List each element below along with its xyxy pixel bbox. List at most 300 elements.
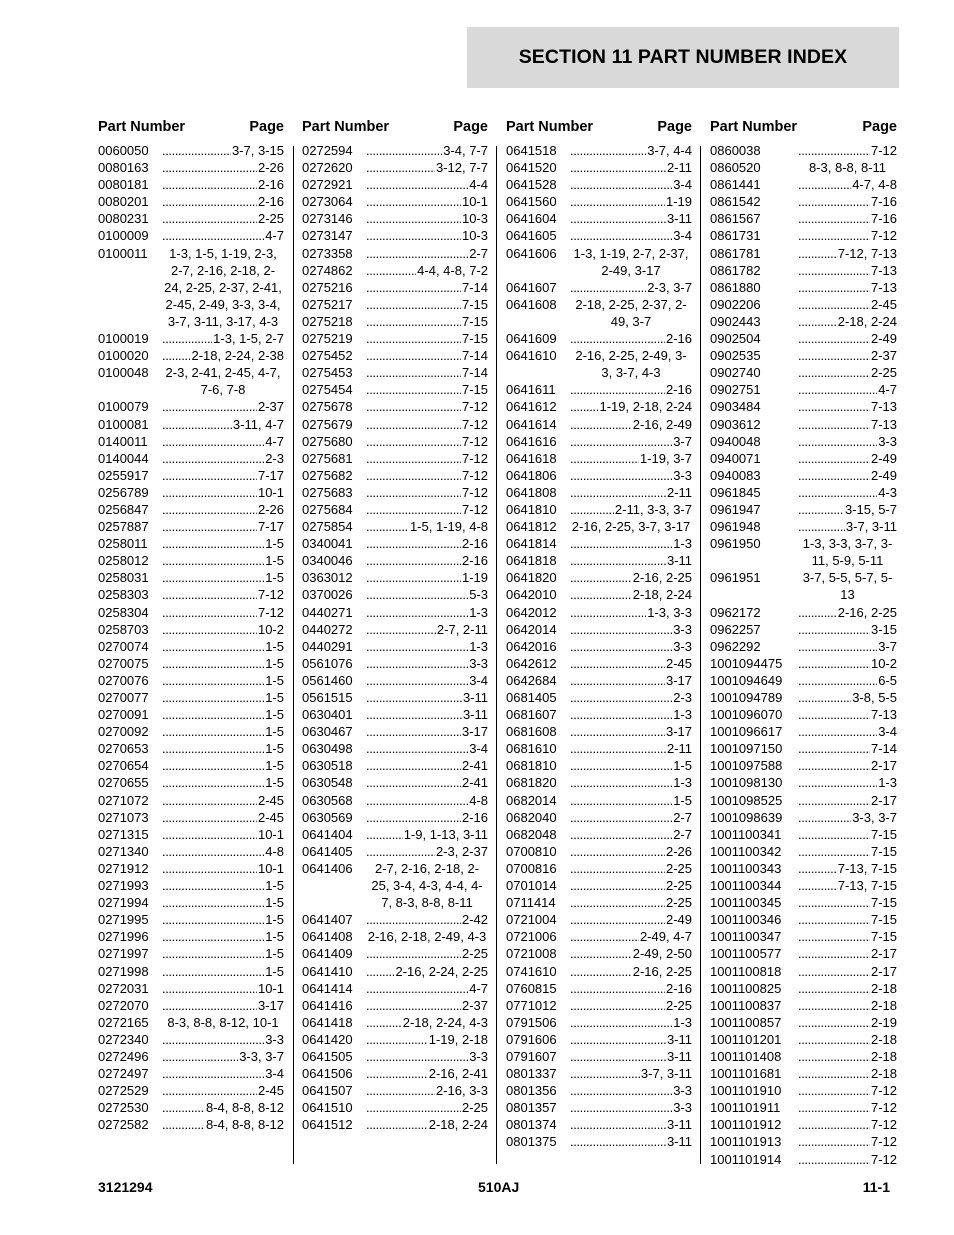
index-entry <box>710 723 897 740</box>
dot-leader <box>366 740 468 757</box>
index-entry <box>98 860 284 877</box>
dot-leader <box>570 672 665 689</box>
part-number: 0258012 <box>98 553 149 569</box>
page-ref-cell <box>570 210 692 227</box>
dot-leader <box>366 159 435 176</box>
page-reference: 3-11 <box>666 1048 692 1064</box>
dot-leader <box>798 1031 870 1048</box>
page-reference: 10-1 <box>461 194 488 210</box>
page-ref-cell <box>570 416 692 433</box>
page-ref-cell <box>798 655 897 672</box>
index-entry <box>302 1031 488 1048</box>
page-ref-cell <box>366 296 488 313</box>
dot-leader <box>366 980 468 997</box>
part-number: 0771012 <box>506 997 557 1013</box>
index-entry <box>302 433 488 450</box>
dot-leader <box>162 1082 257 1099</box>
part-number: 0940048 <box>710 433 761 449</box>
index-entry <box>506 655 692 672</box>
dot-leader <box>366 809 461 826</box>
dot-leader <box>570 381 665 398</box>
part-number: 1001097150 <box>710 741 783 757</box>
page-ref-cell <box>366 398 488 415</box>
dot-leader <box>366 706 462 723</box>
part-number: 0641507 <box>302 1083 353 1099</box>
index-entry <box>98 210 284 227</box>
column-header-part-number: Part Number <box>710 119 798 135</box>
dot-leader <box>570 210 666 227</box>
page-ref-cell <box>570 467 692 484</box>
dot-leader <box>798 1082 870 1099</box>
page-ref-cell <box>162 672 284 689</box>
page-reference: 2-19 <box>870 1014 897 1030</box>
index-entry <box>506 723 692 740</box>
page-reference: 1-19, 2-18, 2-24 <box>599 399 692 415</box>
part-number: 0275216 <box>302 279 353 295</box>
index-entry <box>302 1048 488 1065</box>
part-number: 0270076 <box>98 672 149 688</box>
index-entry <box>710 638 897 655</box>
part-number: 0275684 <box>302 501 353 517</box>
index-entry <box>710 809 897 826</box>
page-ref-cell <box>366 911 488 928</box>
dot-leader <box>570 826 672 843</box>
page-reference: 1-3, 3-3 <box>647 604 692 620</box>
page-reference: 2-16 <box>461 536 488 552</box>
part-number: 0630498 <box>302 741 353 757</box>
page-reference: 3-4, 7-7 <box>443 143 488 158</box>
page-ref-cell <box>798 227 897 244</box>
dot-leader <box>162 945 264 962</box>
index-entry <box>710 757 897 774</box>
page-reference: 4-8 <box>265 843 284 859</box>
page-ref-cell <box>162 723 284 740</box>
index-column-2 <box>302 116 488 1133</box>
part-number: 0274862 <box>302 262 353 278</box>
part-number: 0641520 <box>506 160 557 176</box>
part-number: 0961947 <box>710 501 761 517</box>
part-number: 0100048 <box>98 365 149 381</box>
dot-leader <box>366 535 461 552</box>
index-entry <box>302 176 488 193</box>
dot-leader <box>798 689 851 706</box>
page-reference: 8-4, 8-8, 8-12 <box>205 1100 284 1116</box>
part-number: 1001100341 <box>710 826 782 842</box>
part-number: 0641605 <box>506 228 557 244</box>
page-reference: 7-15 <box>870 929 897 945</box>
page-ref-cell <box>162 467 284 484</box>
dot-leader <box>162 689 264 706</box>
index-entry <box>710 792 897 809</box>
index-entry <box>98 638 284 655</box>
page-reference: 7-14 <box>461 365 488 381</box>
index-entry <box>98 569 284 586</box>
page-reference: 3-4 <box>878 724 897 740</box>
part-number: 0940083 <box>710 467 761 483</box>
page-ref-cell <box>366 723 488 740</box>
page-reference: 2-49, 2-50 <box>632 946 692 962</box>
part-number: 1001098130 <box>710 775 783 791</box>
dot-leader <box>162 569 264 586</box>
page-ref-cell <box>162 210 284 227</box>
page-ref-cell <box>798 1151 897 1168</box>
part-number: 0641408 <box>302 929 353 945</box>
page-reference: 2-16, 3-3 <box>435 1083 488 1099</box>
page-ref-cell <box>366 262 488 279</box>
index-entry <box>302 262 488 279</box>
page-ref-cell <box>162 364 284 398</box>
dot-leader <box>366 792 468 809</box>
part-number: 0272496 <box>98 1048 149 1064</box>
page-ref-cell <box>798 894 897 911</box>
dot-leader <box>162 826 257 843</box>
page-reference: 1-3 <box>469 604 488 620</box>
dot-leader <box>366 142 442 159</box>
page-reference: 2-3, 2-37 <box>435 843 488 859</box>
part-number: 0902535 <box>710 348 761 364</box>
page-reference: 2-49 <box>870 467 897 483</box>
dot-leader <box>570 501 614 518</box>
index-entry <box>302 1116 488 1133</box>
dot-leader <box>798 279 870 296</box>
page-reference: 3-11 <box>462 690 488 705</box>
page-reference: 7-13 <box>870 707 897 723</box>
page-reference: 4-3 <box>878 484 897 500</box>
part-number: 0271997 <box>98 946 149 962</box>
page-reference: 2-49, 4-7 <box>639 929 692 945</box>
page-reference: 7-12 <box>870 143 897 158</box>
index-entry <box>98 928 284 945</box>
part-number: 0275680 <box>302 433 353 449</box>
part-number: 0641608 <box>506 296 557 312</box>
page-reference: 1-5 <box>265 672 284 688</box>
page-reference: 2-11 <box>666 160 692 176</box>
page-ref-cell <box>570 757 692 774</box>
page-ref-cell <box>798 877 897 894</box>
dot-leader <box>366 945 461 962</box>
dot-leader <box>570 911 665 928</box>
index-entry <box>302 723 488 740</box>
dot-leader <box>366 621 436 638</box>
page-ref-cell <box>570 433 692 450</box>
page-reference: 2-16 <box>461 809 488 825</box>
page-reference: 2-16, 2-18, 2-49, 4-3 <box>367 929 487 945</box>
dot-leader <box>162 227 264 244</box>
page-ref-cell <box>570 381 692 398</box>
column-header-part-number: Part Number <box>506 119 594 135</box>
page-ref-cell <box>570 450 692 467</box>
part-number: 1001100577 <box>710 946 782 962</box>
index-entry <box>710 997 897 1014</box>
index-entry <box>710 945 897 962</box>
part-number: 0903612 <box>710 416 761 432</box>
page-ref-cell <box>798 1082 897 1099</box>
part-number: 0861441 <box>710 177 761 193</box>
page-ref-cell <box>162 552 284 569</box>
index-entry <box>98 518 284 535</box>
page-reference: 2-25 <box>461 1100 488 1116</box>
page-reference: 8-4, 8-8, 8-12 <box>205 1117 284 1133</box>
page-reference: 3-4 <box>673 228 692 244</box>
part-number: 1001100347 <box>710 929 782 945</box>
part-number: 0275454 <box>302 382 353 398</box>
page-ref-cell <box>366 535 488 552</box>
part-number: 0791606 <box>506 1031 557 1047</box>
dot-leader <box>162 792 257 809</box>
part-number: 1001094789 <box>710 690 783 705</box>
page-ref-cell <box>162 1048 284 1065</box>
part-number: 1001097588 <box>710 758 783 774</box>
part-number: 0641518 <box>506 143 557 158</box>
page-ref-cell <box>570 877 692 894</box>
page-ref-cell <box>798 1116 897 1133</box>
part-number: 0272594 <box>302 143 353 158</box>
page-reference: 2-17 <box>870 758 897 774</box>
index-entry <box>710 655 897 672</box>
page-ref-cell <box>570 945 692 962</box>
page-ref-cell <box>570 740 692 757</box>
part-number: 0340041 <box>302 536 353 552</box>
index-entry <box>506 877 692 894</box>
dot-leader <box>570 1048 666 1065</box>
page-ref-cell <box>798 535 897 569</box>
page-reference: 1-5 <box>673 792 692 808</box>
dot-leader <box>798 604 837 621</box>
index-entry <box>710 450 897 467</box>
index-entry <box>302 330 488 347</box>
index-entry <box>710 826 897 843</box>
page-ref-cell <box>798 467 897 484</box>
part-number: 0641618 <box>506 450 557 466</box>
index-entry <box>98 877 284 894</box>
dot-leader <box>570 484 666 501</box>
part-number: 0641818 <box>506 553 557 569</box>
dot-leader <box>366 757 461 774</box>
page-ref-cell <box>570 672 692 689</box>
part-number: 0760815 <box>506 980 557 996</box>
page-reference: 2-25 <box>665 878 692 894</box>
index-entry <box>302 467 488 484</box>
part-number: 0961951 <box>710 570 761 586</box>
dot-leader <box>366 569 461 586</box>
page-reference: 2-18, 2-24, 2-38 <box>191 348 284 364</box>
index-entry <box>302 792 488 809</box>
page-reference: 2-16 <box>665 980 692 996</box>
page-reference: 3-3 <box>469 1048 488 1064</box>
part-number: 0902504 <box>710 331 761 347</box>
dot-leader <box>570 945 632 962</box>
page-ref-cell <box>570 501 692 518</box>
page-reference: 1-5 <box>265 758 284 774</box>
page-ref-cell <box>798 416 897 433</box>
footer-page-number: 11-1 <box>862 1179 890 1195</box>
index-entry <box>710 176 897 193</box>
part-number: 0791607 <box>506 1048 557 1064</box>
dot-leader <box>798 433 877 450</box>
page-reference: 3-17 <box>665 724 692 740</box>
page-ref-cell <box>366 860 488 911</box>
page-ref-cell <box>162 980 284 997</box>
index-entry <box>302 860 488 911</box>
part-number: 0641610 <box>506 348 557 364</box>
page-ref-cell <box>798 518 897 535</box>
part-number: 0902206 <box>710 296 761 312</box>
page-reference: 2-25 <box>461 946 488 962</box>
page-reference: 10-1 <box>257 826 284 842</box>
index-entry <box>506 450 692 467</box>
dot-leader <box>570 604 646 621</box>
index-entry <box>302 826 488 843</box>
part-number: 0272031 <box>98 980 149 996</box>
part-number: 0641528 <box>506 177 557 193</box>
page-reference: 3-4 <box>673 177 692 193</box>
page-ref-cell <box>570 142 692 159</box>
dot-leader <box>162 604 257 621</box>
page-ref-cell <box>570 638 692 655</box>
page-reference: 2-37 <box>461 997 488 1013</box>
part-number: 0100011 <box>98 245 148 261</box>
page-reference: 2-7, 2-11 <box>436 621 488 637</box>
page-ref-cell <box>162 792 284 809</box>
page-reference: 1-3 <box>673 1014 692 1030</box>
dot-leader <box>366 296 461 313</box>
index-entry <box>302 809 488 826</box>
page-reference: 3-7, 3-11 <box>845 519 897 535</box>
dot-leader <box>798 398 870 415</box>
page-reference: 7-15 <box>461 313 488 329</box>
index-entry <box>302 1065 488 1082</box>
part-number: 0682014 <box>506 792 557 808</box>
dot-leader <box>366 193 461 210</box>
index-entry <box>506 945 692 962</box>
page-ref-cell <box>570 1014 692 1031</box>
page-ref-cell <box>366 193 488 210</box>
page-ref-cell <box>798 945 897 962</box>
page-ref-cell <box>366 843 488 860</box>
page-ref-cell <box>798 330 897 347</box>
index-entry <box>506 159 692 176</box>
page-reference: 7-12, 7-13 <box>837 245 897 261</box>
page-ref-cell <box>366 604 488 621</box>
index-entry <box>98 706 284 723</box>
page-reference: 1-19, 3-7 <box>639 450 692 466</box>
index-entry <box>710 621 897 638</box>
index-entry <box>506 792 692 809</box>
page-ref-cell <box>798 450 897 467</box>
part-number: 0961845 <box>710 484 761 500</box>
part-number: 0630467 <box>302 724 353 740</box>
dot-leader <box>570 142 646 159</box>
part-number: 0272582 <box>98 1117 149 1133</box>
part-number: 0860038 <box>710 143 761 158</box>
part-number: 0272529 <box>98 1083 149 1099</box>
page-ref-cell <box>570 723 692 740</box>
part-number: 0791506 <box>506 1014 557 1030</box>
page-ref-cell <box>162 227 284 244</box>
dot-leader <box>798 945 870 962</box>
index-entry <box>506 484 692 501</box>
page-ref-cell <box>162 1099 284 1116</box>
page-ref-cell <box>570 347 692 381</box>
dot-leader <box>570 1031 666 1048</box>
index-entry <box>302 638 488 655</box>
dot-leader <box>798 655 870 672</box>
part-number: 0681820 <box>506 775 557 791</box>
page-ref-cell <box>570 227 692 244</box>
page-reference: 2-26 <box>257 160 284 176</box>
page-ref-cell <box>366 552 488 569</box>
page-ref-cell <box>366 809 488 826</box>
part-number: 1001101913 <box>710 1134 782 1150</box>
dot-leader <box>570 227 672 244</box>
dot-leader <box>162 450 264 467</box>
index-entry <box>98 193 284 210</box>
index-entry <box>302 621 488 638</box>
dot-leader <box>162 347 190 364</box>
part-number: 0271995 <box>98 912 149 928</box>
page-ref-cell <box>570 655 692 672</box>
dot-leader <box>162 176 257 193</box>
index-entry <box>98 467 284 484</box>
index-entry <box>98 757 284 774</box>
index-entry <box>302 142 488 159</box>
page-reference: 10-3 <box>461 228 488 244</box>
page-reference: 4-4, 4-8, 7-2 <box>417 262 488 278</box>
page-reference: 3-4 <box>469 741 488 757</box>
page-ref-cell <box>570 398 692 415</box>
page-reference: 2-16, 2-41 <box>428 1066 488 1082</box>
index-entry <box>710 569 897 603</box>
part-number: 0272497 <box>98 1066 149 1082</box>
page-ref-cell <box>570 809 692 826</box>
part-number: 1001101914 <box>710 1151 782 1167</box>
page-reference: 7-15 <box>461 382 488 398</box>
part-number: 0641812 <box>506 519 557 535</box>
part-number: 1001096617 <box>710 724 783 740</box>
index-entry <box>506 963 692 980</box>
page-ref-cell <box>570 689 692 706</box>
page-ref-cell <box>162 586 284 603</box>
dot-leader <box>570 1116 666 1133</box>
page-reference: 3-3 <box>673 1100 692 1116</box>
dot-leader <box>162 672 264 689</box>
page-ref-cell <box>798 672 897 689</box>
index-entry <box>98 245 284 330</box>
page-ref-cell <box>162 416 284 433</box>
page-reference: 8-3, 8-8, 8-12, 10-1 <box>167 1014 279 1030</box>
page-reference: 7-14 <box>461 279 488 295</box>
part-number: 0275217 <box>302 296 353 312</box>
index-entry <box>98 501 284 518</box>
page-reference: 3-17 <box>257 997 284 1013</box>
part-number: 0711414 <box>506 895 556 911</box>
page-ref-cell <box>570 963 692 980</box>
page-reference: 3-17 <box>665 672 692 688</box>
page-ref-cell <box>798 740 897 757</box>
part-number: 0270075 <box>98 655 149 671</box>
page-reference: 2-11 <box>666 741 692 757</box>
part-number: 0440271 <box>302 604 353 620</box>
part-number: 0275219 <box>302 331 353 347</box>
page-reference: 7-17 <box>257 519 284 535</box>
part-number: 0902740 <box>710 365 761 381</box>
dot-leader <box>162 621 257 638</box>
part-number: 0641607 <box>506 279 557 295</box>
dot-leader <box>798 347 870 364</box>
dot-leader <box>162 928 264 945</box>
part-number: 0100020 <box>98 348 149 364</box>
page-ref-cell <box>798 142 897 159</box>
